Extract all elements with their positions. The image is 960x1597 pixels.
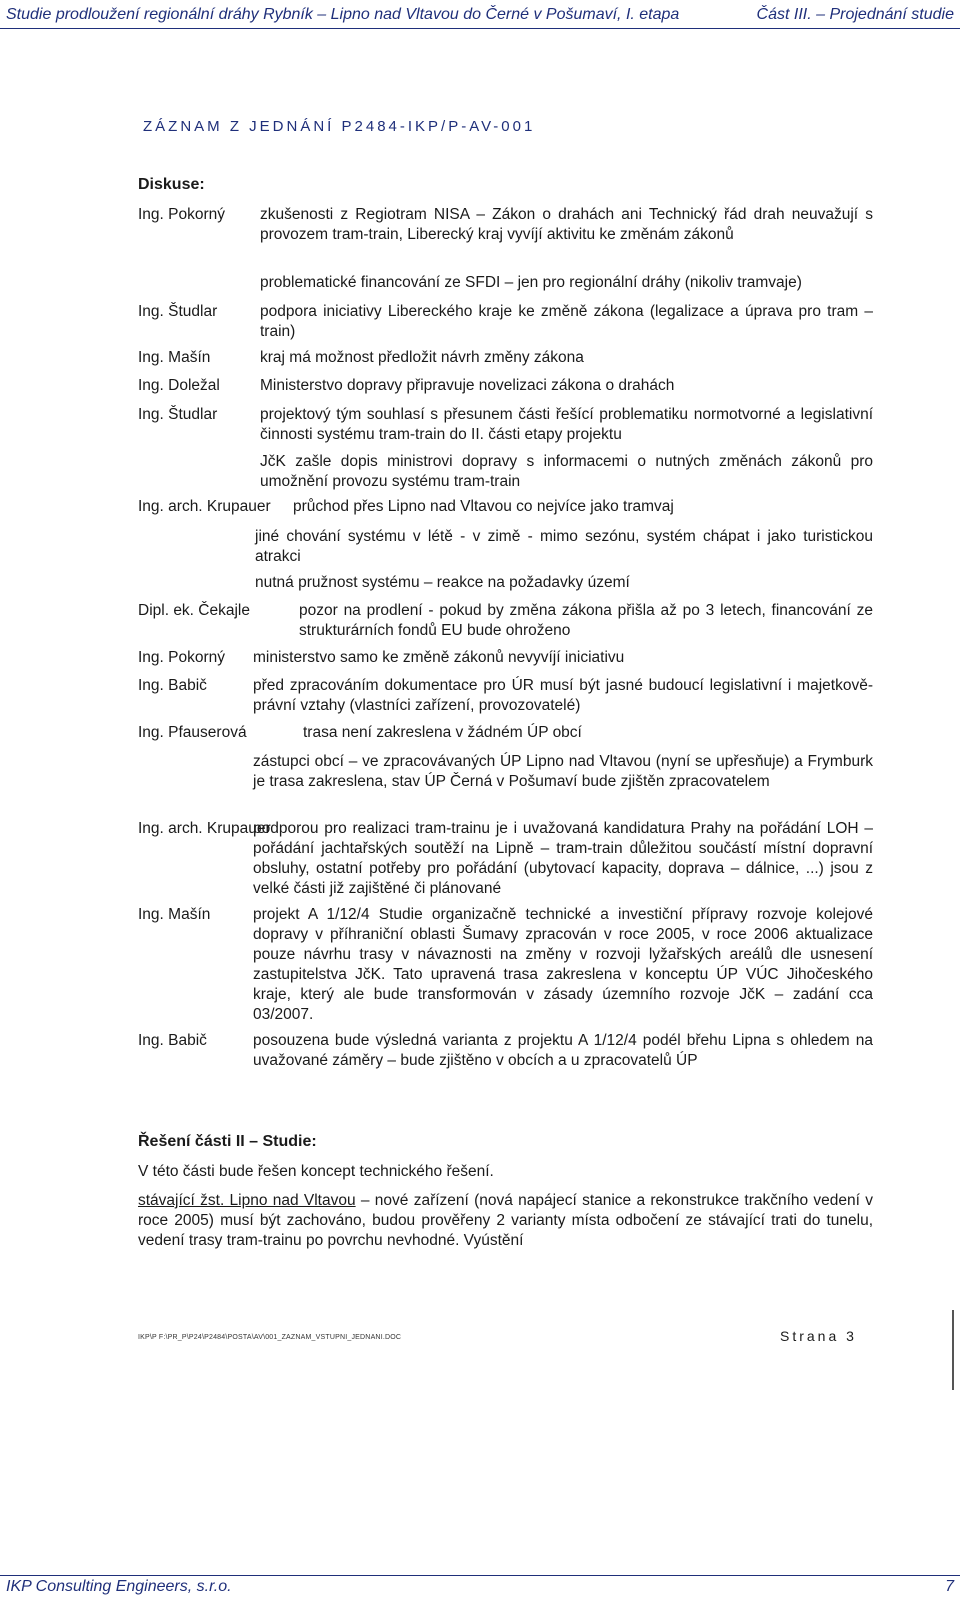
entry-text: pozor na prodlení - pokud by změna zákona přišla až po 3 letech, financování ze strukturárních fondů EU bude ohroženo [299, 602, 873, 639]
company-name: IKP Consulting Engineers, s.r.o. [6, 1578, 232, 1595]
entry-speaker: Ing. Babič [138, 677, 207, 694]
discussion-entry [138, 905, 873, 1025]
entry-text: nutná pružnost systému – reakce na požadavky území [255, 574, 630, 591]
discussion-entry [138, 819, 873, 899]
solution-paragraph [138, 1191, 873, 1251]
solution-paragraph-text: – nové zařízení (nová napájecí stanice a rekonstrukce trakčního vedení v roce 2005) musí být zachováno, budou prověřeny 2 varianty místa odbočení ze stávající trati do tunelu, vedení trasy tram-trainu po povrchu nevhodné. Vyústění [138, 1192, 873, 1249]
entry-text: podporou pro realizaci tram-trainu je i uvažovaná kandidatura Prahy na pořádání LOH – pořádání jachtařských soutěží na Lipně – tram-train důležitou součástí místní dopravní obsluhy, ostatní potřeby pro pořádání (ubytovací kapacity, doprava – dálnice, ...) jsou z velké části již zajištěné či plánované [253, 820, 873, 897]
discussion-entry [138, 648, 873, 668]
entry-text: ministerstvo samo ke změně zákonů nevyvíjí iniciativu [253, 649, 625, 666]
entry-text: problematické financování ze SFDI – jen pro regionální dráhy (nikoliv tramvaje) [260, 274, 802, 291]
record-title: ZÁZNAM Z JEDNÁNÍ P2484-IKP/P-AV-001 [143, 118, 536, 135]
entry-text: trasa není zakreslena v žádném ÚP obcí [303, 724, 582, 741]
margin-mark [952, 1310, 954, 1390]
entry-speaker: Dipl. ek. Čekajle [138, 602, 250, 619]
entry-text: jiné chování systému v létě - v zimě - mimo sezónu, systém chápat i jako turistickou atrakci [255, 528, 873, 565]
entry-speaker: Ing. Doležal [138, 377, 220, 394]
file-path: IKP\P F:\PR_P\P24\P2484\POSTA\AV\001_ZAZNAM_VSTUPNI_JEDNANI.DOC [138, 1334, 402, 1341]
page-number: Strana 3 [780, 1328, 857, 1344]
header-part-title: Část III. – Projednání studie [756, 6, 954, 23]
discussion-entry [138, 205, 873, 265]
entry-text: projekt A 1/12/4 Studie organizačně technické a investiční přípravy rozvoje kolejové dopravy v příhraniční oblasti Šumavy zpracován v roce 2005, v roce 2006 aktualizace pouze návrhu trasy v návaznosti na změny v rozvoji lyžařských areálů dle usnesení zastupitelstva JčK. Tato upravená trasa zakreslena v konceptu ÚP VÚC Jihočeského kraje, který ale bude transformován v zásady územního rozvoje JčK – zadání cca 03/2007. [253, 906, 873, 1023]
entry-speaker: Ing. Pokorný [138, 206, 226, 223]
entry-speaker: Ing. Mašín [138, 906, 211, 923]
entry-text: zástupci obcí – ve zpracovávaných ÚP Lipno nad Vltavou (nyní se upřesňuje) a Frymburk je trasa zakreslena, stav ÚP Černá v Pošumaví bude zjištěn zpracovatelem [253, 753, 873, 790]
entry-text: průchod přes Lipno nad Vltavou co nejvíce jako tramvaj [293, 498, 674, 515]
entry-text: kraj má možnost předložit návrh změny zákona [260, 349, 584, 366]
entry-text: před zpracováním dokumentace pro ÚR musí být jasné budoucí legislativní i majetkově-právní vztahy (vlastníci zařízení, provozovatelé) [253, 677, 873, 714]
entry-speaker: Ing. arch. Krupauer [138, 498, 271, 515]
discussion-entry [138, 348, 873, 368]
discussion-entry [138, 676, 873, 716]
header-document-title: Studie prodloužení regionální dráhy Rybník – Lipno nad Vltavou do Černé v Pošumaví, I. etapa [6, 6, 680, 23]
entry-text: posouzena bude výsledná varianta z projektu A 1/12/4 podél břehu Lipna s ohledem na uvažované záměry – bude zjištěno v obcích a u zpracovatelů ÚP [253, 1032, 873, 1069]
discussion-entry [138, 1031, 873, 1071]
station-name: stávající žst. Lipno nad Vltavou [138, 1192, 356, 1209]
discussion-entry [138, 497, 873, 517]
discussion-entry [138, 302, 873, 342]
discussion-entry [138, 527, 873, 567]
entry-text: zkušenosti z Regiotram NISA – Zákon o drahách ani Technický řád drah neuvažují s provozem tram-train, Liberecký kraj vyvíjí aktivitu ke změnám zákonů [260, 206, 873, 243]
entry-text: JčK zašle dopis ministrovi dopravy s informacemi o nutných změnách zákonů pro umožnění provozu systému tram-train [260, 453, 873, 490]
solution-heading: Řešení části II – Studie: [138, 1133, 317, 1150]
discussion-entry [138, 376, 873, 396]
footer-rule [0, 1575, 960, 1576]
entry-speaker: Ing. Pokorný [138, 649, 226, 666]
sheet-number: 7 [945, 1578, 954, 1595]
entry-speaker: Ing. Študlar [138, 303, 218, 320]
page-header [6, 6, 954, 24]
entry-speaker: Ing. Mašín [138, 349, 211, 366]
solution-intro: V této části bude řešen koncept technického řešení. [138, 1163, 494, 1180]
entry-text: Ministerstvo dopravy připravuje novelizaci zákona o drahách [260, 377, 675, 394]
entry-speaker: Ing. Babič [138, 1032, 207, 1049]
entry-text: podpora iniciativy Libereckého kraje ke změně zákona (legalizace a úprava pro tram –train) [260, 303, 873, 340]
discussion-entry [138, 573, 873, 593]
entry-text: projektový tým souhlasí s přesunem části řešící problematiku normotvorné a legislativní činnosti systému tram-train do II. části etapy projektu [260, 406, 873, 443]
discussion-entry [138, 723, 873, 743]
entry-speaker: Ing. Študlar [138, 406, 218, 423]
discussion-entry [138, 752, 873, 812]
discussion-entry [138, 452, 873, 492]
discussion-entry [138, 405, 873, 445]
entry-speaker: Ing. arch. Krupauer [138, 820, 271, 837]
page-footer [6, 1578, 954, 1596]
discussion-heading: Diskuse: [138, 176, 205, 193]
entry-speaker: Ing. Pfauserová [138, 724, 247, 741]
header-rule [0, 28, 960, 29]
discussion-entry [138, 273, 873, 293]
discussion-entry [138, 601, 873, 641]
